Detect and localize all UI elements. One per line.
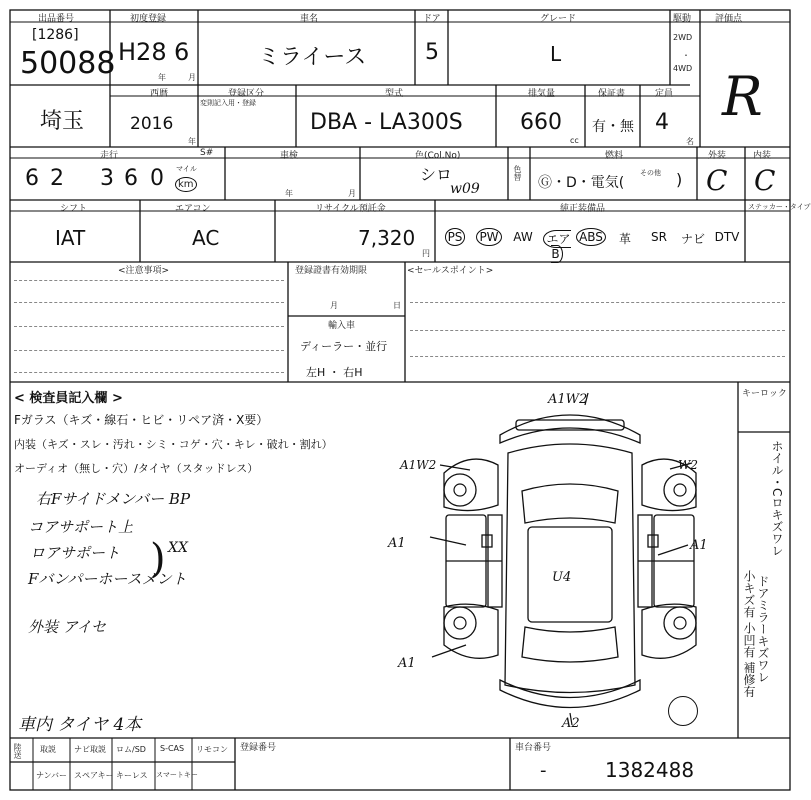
equipment-label: 革 bbox=[618, 232, 631, 246]
header-reg-no: 登録番号 bbox=[240, 743, 277, 753]
header-drive: 駆動 bbox=[673, 14, 692, 24]
header-equipment: 純正装備品 bbox=[560, 204, 606, 214]
fuel-close: ) bbox=[676, 170, 683, 189]
header-capacity: 定員 bbox=[655, 89, 674, 99]
mark-bottom: A2 bbox=[562, 716, 580, 731]
header-inspection: 車検 bbox=[280, 151, 299, 161]
sales-line-2 bbox=[410, 330, 785, 331]
capacity-unit: 名 bbox=[686, 137, 694, 146]
note-tires: 車内 タイヤ 4本 bbox=[18, 715, 142, 735]
sales-line-1 bbox=[410, 302, 785, 303]
equipment-item bbox=[676, 230, 710, 247]
header-notes: <注意事項> bbox=[118, 266, 170, 276]
interior-grade: C bbox=[754, 164, 776, 197]
mileage-digit-3: 3 bbox=[100, 166, 114, 191]
box-rom-sd: ロム/SD bbox=[116, 745, 146, 754]
header-interior: 内装 bbox=[753, 151, 772, 161]
header-exterior: 外装 bbox=[708, 151, 727, 161]
header-model-type: 型式 bbox=[385, 89, 404, 99]
mileage-digit-2: 2 bbox=[50, 166, 64, 191]
inspector-title: < 検査員記入欄 > bbox=[14, 391, 123, 406]
equipment-item bbox=[540, 230, 574, 261]
header-keylock: キーロック bbox=[742, 389, 787, 399]
equipment-label: エアB bbox=[543, 230, 570, 263]
aircon-value: AC bbox=[192, 226, 220, 250]
header-sticker: ステッカー・タイプ bbox=[748, 203, 811, 211]
equipment-label: AW bbox=[513, 230, 533, 244]
rating-value: R bbox=[722, 65, 763, 128]
mark-top: A1W2 bbox=[548, 392, 588, 407]
exterior-grade: C bbox=[706, 164, 728, 197]
header-reg-cert: 登録證書有効期限 bbox=[295, 266, 368, 276]
note-xx: XX bbox=[168, 540, 188, 556]
drive-2wd: 2WD bbox=[673, 33, 693, 42]
fuel-value: Ⓖ・D・電気( bbox=[538, 175, 625, 191]
handle-side: 左H ・ 右H bbox=[306, 366, 363, 379]
box-manual: 取説 bbox=[40, 745, 56, 754]
box-smart-key: スマートキー bbox=[156, 771, 198, 779]
header-displacement: 排気量 bbox=[528, 89, 556, 99]
color-value: シロ bbox=[420, 165, 453, 184]
header-lot-no: 出品番号 bbox=[38, 14, 75, 24]
displacement-unit: cc bbox=[570, 136, 579, 145]
note-exterior: 外装 アイセ bbox=[28, 618, 106, 636]
header-shift: シフト bbox=[60, 204, 88, 214]
equipment-label: PW bbox=[476, 228, 501, 246]
color-change-label: 色替 bbox=[513, 165, 522, 181]
equipment-label: ABS bbox=[576, 228, 606, 246]
doors-value: 5 bbox=[425, 40, 439, 65]
notes-line-1 bbox=[14, 280, 284, 281]
lot-code: [1286] bbox=[32, 27, 79, 43]
mark-right: A1 bbox=[690, 538, 708, 553]
equipment-label: PS bbox=[445, 228, 466, 246]
header-reg-class: 登録区分 bbox=[228, 89, 265, 99]
equipment-list bbox=[438, 230, 740, 261]
header-car-name: 車名 bbox=[300, 14, 319, 24]
note-handwritten-3: ロアサポート bbox=[30, 544, 121, 562]
chassis-number: 1382488 bbox=[605, 758, 695, 782]
legend-repair: 小キズ有 小凹有 補修有 bbox=[742, 570, 756, 698]
equipment-item bbox=[710, 230, 744, 244]
mark-front-left: A1W2 bbox=[400, 458, 437, 472]
notes-line-3 bbox=[14, 326, 284, 327]
inspector-audio: オーディオ（無し・穴）/タイヤ（スタッドレス） bbox=[14, 462, 259, 475]
header-aircon: エアコン bbox=[175, 204, 211, 214]
header-import: 輸入車 bbox=[328, 321, 356, 331]
car-diagram bbox=[430, 395, 710, 735]
displacement-value: 660 bbox=[520, 110, 562, 135]
drive-4wd: 4WD bbox=[673, 64, 693, 73]
car-name: ミライース bbox=[258, 45, 367, 70]
drive-dot: ・ bbox=[682, 51, 690, 60]
inspector-interior: 内装（キズ・スレ・汚れ・シミ・コゲ・穴・キレ・破れ・割れ） bbox=[14, 438, 333, 451]
year-value: 2016 bbox=[130, 114, 174, 134]
first-reg-month-mark: 月 bbox=[188, 73, 196, 82]
equipment-label: DTV bbox=[714, 230, 740, 244]
inspection-year-mark: 年 bbox=[285, 189, 293, 198]
grade-value: L bbox=[550, 42, 562, 66]
legend-wheel: ホイル・Cロキズワレ bbox=[770, 440, 784, 557]
capacity-value: 4 bbox=[655, 110, 669, 135]
notes-line-2 bbox=[14, 302, 284, 303]
notes-line-5 bbox=[14, 372, 284, 373]
box-nav-manual: ナビ取説 bbox=[74, 745, 106, 754]
color-code: w09 bbox=[450, 181, 480, 197]
mileage-digit-1: 6 bbox=[25, 166, 39, 191]
header-sales-points: <セールスポイント> bbox=[407, 266, 494, 276]
equipment-item bbox=[438, 230, 472, 244]
first-reg-era-year: H28 bbox=[118, 38, 167, 66]
note-bracket: ) bbox=[150, 536, 166, 582]
sales-line-3 bbox=[410, 356, 785, 357]
inspection-month-mark: 月 bbox=[348, 189, 356, 198]
shift-value: IAT bbox=[55, 226, 86, 250]
header-year: 西暦 bbox=[150, 89, 169, 99]
owner-reg-label: 陸送 bbox=[13, 743, 22, 759]
header-doors: ドア bbox=[423, 14, 441, 24]
first-reg-year-mark: 年 bbox=[158, 73, 166, 82]
box-spare-key: スペアキー bbox=[74, 771, 114, 780]
region-value: 埼玉 bbox=[40, 109, 85, 134]
mark-front-right: W2 bbox=[678, 458, 698, 472]
mileage-digit-4: 6 bbox=[124, 166, 138, 191]
header-recycle: リサイクル預託金 bbox=[315, 204, 386, 214]
mileage-digit-5: 0 bbox=[150, 166, 164, 191]
equipment-label: SR bbox=[651, 230, 667, 244]
header-rating: 評価点 bbox=[715, 14, 743, 24]
inspector-glass: Fガラス（キズ・線石・ヒビ・リペア済・X要） bbox=[14, 413, 269, 427]
mark-center: U4 bbox=[552, 570, 572, 585]
box-keyless: キーレス bbox=[116, 771, 148, 780]
header-color: 色(Col.No) bbox=[415, 151, 461, 161]
reg-cert-day: 日 bbox=[393, 301, 401, 310]
header-fuel: 燃料 bbox=[605, 151, 624, 161]
header-first-reg: 初度登録 bbox=[130, 14, 167, 24]
header-mileage-unit: S# bbox=[200, 148, 214, 158]
header-warranty: 保証書 bbox=[598, 89, 626, 99]
import-type: ディーラー・並行 bbox=[300, 340, 388, 353]
warranty-value: 有・無 bbox=[592, 119, 634, 135]
fuel-other: その他 bbox=[640, 169, 661, 177]
equipment-item bbox=[472, 230, 506, 244]
equipment-item bbox=[608, 230, 642, 247]
mark-left: A1 bbox=[388, 536, 406, 551]
header-grade: グレード bbox=[540, 14, 577, 24]
first-reg-month: 6 bbox=[174, 38, 190, 66]
box-remote: リモコン bbox=[196, 745, 228, 754]
equipment-label: ナビ bbox=[680, 232, 705, 246]
year-mark: 年 bbox=[188, 137, 196, 146]
reg-cert-month: 月 bbox=[330, 301, 338, 310]
note-handwritten-4: Fバンパーホースメント bbox=[28, 570, 187, 588]
equipment-item bbox=[506, 230, 540, 244]
reg-class-sub: 変則記入用・登録 bbox=[200, 99, 256, 107]
mileage-unit-km: km bbox=[175, 177, 197, 192]
equipment-item bbox=[574, 230, 608, 244]
note-handwritten-1: 右Fサイドメンバー BP bbox=[36, 490, 191, 508]
recycle-value: 7,320 bbox=[358, 226, 416, 250]
note-handwritten-2: コアサポート上 bbox=[28, 518, 134, 536]
equipment-item bbox=[642, 230, 676, 244]
mark-rear-left: A1 bbox=[398, 656, 416, 671]
recycle-unit: 円 bbox=[422, 249, 430, 258]
lot-number: 50088 bbox=[20, 46, 116, 81]
mileage-unit-mile: マイル bbox=[176, 165, 197, 173]
header-mileage: 走行 bbox=[100, 151, 119, 161]
legend-mirror: ドアミラーキズワレ bbox=[756, 575, 770, 683]
marker-circle bbox=[668, 696, 698, 726]
notes-line-4 bbox=[14, 350, 284, 351]
chassis-dash: - bbox=[540, 760, 547, 781]
model-type-value: DBA - LA300S bbox=[310, 110, 463, 135]
box-scas: S-CAS bbox=[160, 744, 185, 753]
box-plate: ナンバー bbox=[36, 771, 68, 780]
header-chassis-no: 車台番号 bbox=[515, 743, 552, 753]
